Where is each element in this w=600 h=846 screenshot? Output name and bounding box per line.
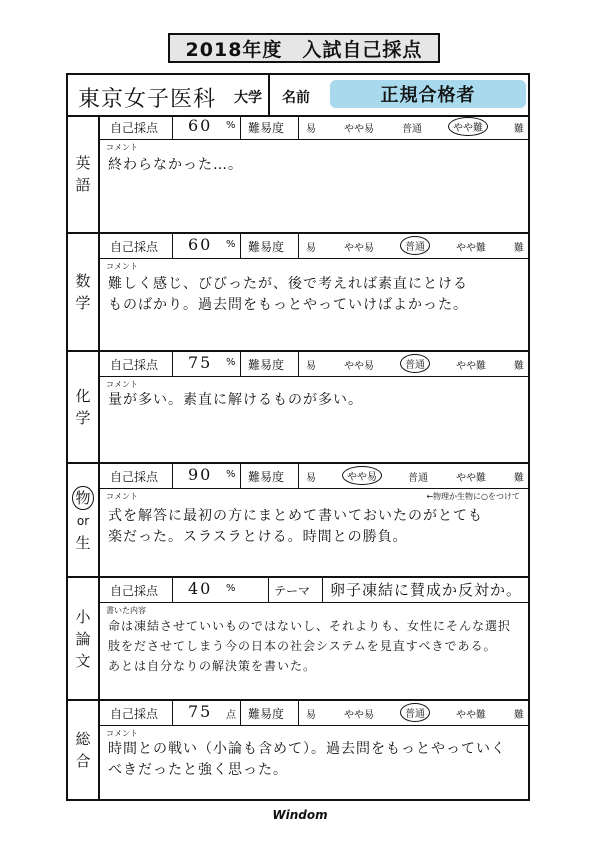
difficulty-option: やや易 <box>342 466 382 485</box>
written-label: 書いた内容 <box>106 606 146 615</box>
theme-value: 卵子凍結に賛成か反対か。 <box>330 581 523 599</box>
score-unit: % <box>226 120 236 131</box>
difficulty-option: 普通 <box>400 236 430 255</box>
score-row <box>98 115 528 140</box>
difficulty-label: 難易度 <box>248 358 285 372</box>
label-char: 小 <box>75 607 91 626</box>
label-char: 合 <box>75 752 91 770</box>
subject-biology <box>68 464 528 578</box>
difficulty-option: 難 <box>514 710 524 721</box>
theme-label: テーマ <box>274 584 311 598</box>
comment-line: ものばかり。過去問をもっとやっていけばよかった。 <box>108 297 468 313</box>
divider <box>268 75 270 115</box>
label-char: 数 <box>75 272 91 290</box>
difficulty-option: やや難 <box>456 473 486 484</box>
score-label: 自己採点 <box>110 121 159 135</box>
comment-text <box>108 274 522 316</box>
difficulty-options <box>304 357 526 373</box>
difficulty-option: 難 <box>514 473 524 484</box>
score-value: 60 <box>188 235 213 254</box>
comment-label: コメント <box>106 143 138 152</box>
label-char: or <box>76 514 90 528</box>
subject-english <box>68 115 528 234</box>
score-unit: % <box>226 469 236 480</box>
score-label: 自己採点 <box>110 584 159 598</box>
subject-math <box>68 234 528 352</box>
comment-line: 楽だった。スラスラとける。時間との勝負。 <box>108 529 408 545</box>
difficulty-option: 易 <box>306 361 316 372</box>
comment-line: あとは自分なりの解決策を書いた。 <box>108 659 317 673</box>
difficulty-option: 難 <box>514 124 524 135</box>
score-unit: % <box>226 357 236 368</box>
difficulty-label: 難易度 <box>248 240 285 254</box>
difficulty-option: 易 <box>306 243 316 254</box>
comment-line: 肢をださせてしまう今の日本の社会システムを見直すべきである。 <box>108 639 497 653</box>
difficulty-option: 普通 <box>400 354 430 373</box>
comment-line: 難しく感じ、びびったが、後で考えれば素直にとける <box>108 276 468 292</box>
difficulty-options <box>304 469 526 485</box>
subject-label <box>68 234 100 350</box>
difficulty-option: やや難 <box>456 361 486 372</box>
score-value: 75 <box>188 702 213 721</box>
score-value: 75 <box>188 353 213 372</box>
label-char: 語 <box>75 175 91 194</box>
difficulty-label: 難易度 <box>248 707 285 721</box>
subject-note: ←物理か生物に○をつけて <box>426 492 520 501</box>
difficulty-option: やや難 <box>448 117 488 136</box>
label-char: 文 <box>75 651 91 670</box>
comment-line: 式を解答に最初の方にまとめて書いておいたのがとても <box>108 508 483 524</box>
difficulty-option: 易 <box>306 473 316 484</box>
comment-text <box>108 390 522 411</box>
result-badge: 正規合格者 <box>330 80 526 108</box>
comment-label: コメント <box>106 380 138 389</box>
label-char: 英 <box>75 153 91 172</box>
score-row <box>98 701 528 726</box>
name-label: 名前 <box>282 90 310 106</box>
label-char: 学 <box>75 409 91 427</box>
page-title: 2018年度 入試自己採点 <box>168 33 440 63</box>
comment-line: 量が多い。素直に解けるものが多い。 <box>108 392 363 408</box>
difficulty-option: やや易 <box>344 361 374 372</box>
comment-text <box>108 616 522 676</box>
score-label: 自己採点 <box>110 240 159 254</box>
subject-overall <box>68 701 528 799</box>
score-unit: 点 <box>226 710 236 721</box>
score-label: 自己採点 <box>110 470 159 484</box>
comment-label: コメント <box>106 729 138 738</box>
difficulty-option: 普通 <box>402 124 422 135</box>
difficulty-option: やや易 <box>344 243 374 254</box>
score-label: 自己採点 <box>110 358 159 372</box>
label-char: 論 <box>75 629 91 648</box>
comment-line: 終わらなかった…。 <box>108 157 243 173</box>
difficulty-option: やや難 <box>456 710 486 721</box>
difficulty-options <box>304 120 526 136</box>
sheet-header <box>68 75 528 117</box>
comment-text <box>108 155 522 176</box>
label-char: 総 <box>75 730 91 748</box>
difficulty-option: 難 <box>514 361 524 372</box>
subject-label <box>68 352 100 462</box>
comment-line: 時間との戦い（小論も含めて）。過去問をもっとやっていく <box>108 741 506 757</box>
label-char-circled: 物 <box>72 486 93 510</box>
comment-label: コメント <box>106 492 138 501</box>
university-name: 東京女子医科 <box>78 87 217 112</box>
difficulty-option: 易 <box>306 710 316 721</box>
subject-label <box>68 115 100 232</box>
score-unit: % <box>226 239 236 250</box>
subject-label <box>68 578 100 699</box>
difficulty-options <box>304 239 526 255</box>
score-unit: % <box>226 583 236 594</box>
score-row <box>98 578 528 603</box>
comment-line: 命は凍結させていいものではないし、それよりも、女性にそんな選択 <box>108 619 512 633</box>
score-value: 40 <box>188 579 213 598</box>
comment-label: コメント <box>106 262 138 271</box>
score-sheet <box>66 73 530 801</box>
label-char: 生 <box>75 534 91 552</box>
score-row <box>98 464 528 489</box>
difficulty-option: やや易 <box>344 124 374 135</box>
university-label: 大学 <box>234 90 262 106</box>
footer-brand: Windom <box>272 808 328 822</box>
label-char: 学 <box>75 294 91 312</box>
difficulty-option: 易 <box>306 124 316 135</box>
difficulty-option: 難 <box>514 243 524 254</box>
score-label: 自己採点 <box>110 707 159 721</box>
score-row <box>98 234 528 259</box>
subject-label <box>68 464 100 576</box>
score-value: 90 <box>188 465 213 484</box>
subject-chemistry <box>68 352 528 464</box>
comment-line: べきだったと強く思った。 <box>108 762 288 778</box>
difficulty-option: 普通 <box>408 473 428 484</box>
subject-essay <box>68 578 528 701</box>
difficulty-option: 普通 <box>400 703 430 722</box>
difficulty-label: 難易度 <box>248 121 285 135</box>
score-row <box>98 352 528 377</box>
difficulty-label: 難易度 <box>248 470 285 484</box>
score-value: 60 <box>188 116 213 135</box>
difficulty-options <box>304 706 526 722</box>
label-char: 化 <box>75 387 91 405</box>
difficulty-option: やや易 <box>344 710 374 721</box>
comment-text <box>108 506 522 548</box>
difficulty-option: やや難 <box>456 243 486 254</box>
subject-label <box>68 701 100 799</box>
comment-text <box>108 739 522 781</box>
